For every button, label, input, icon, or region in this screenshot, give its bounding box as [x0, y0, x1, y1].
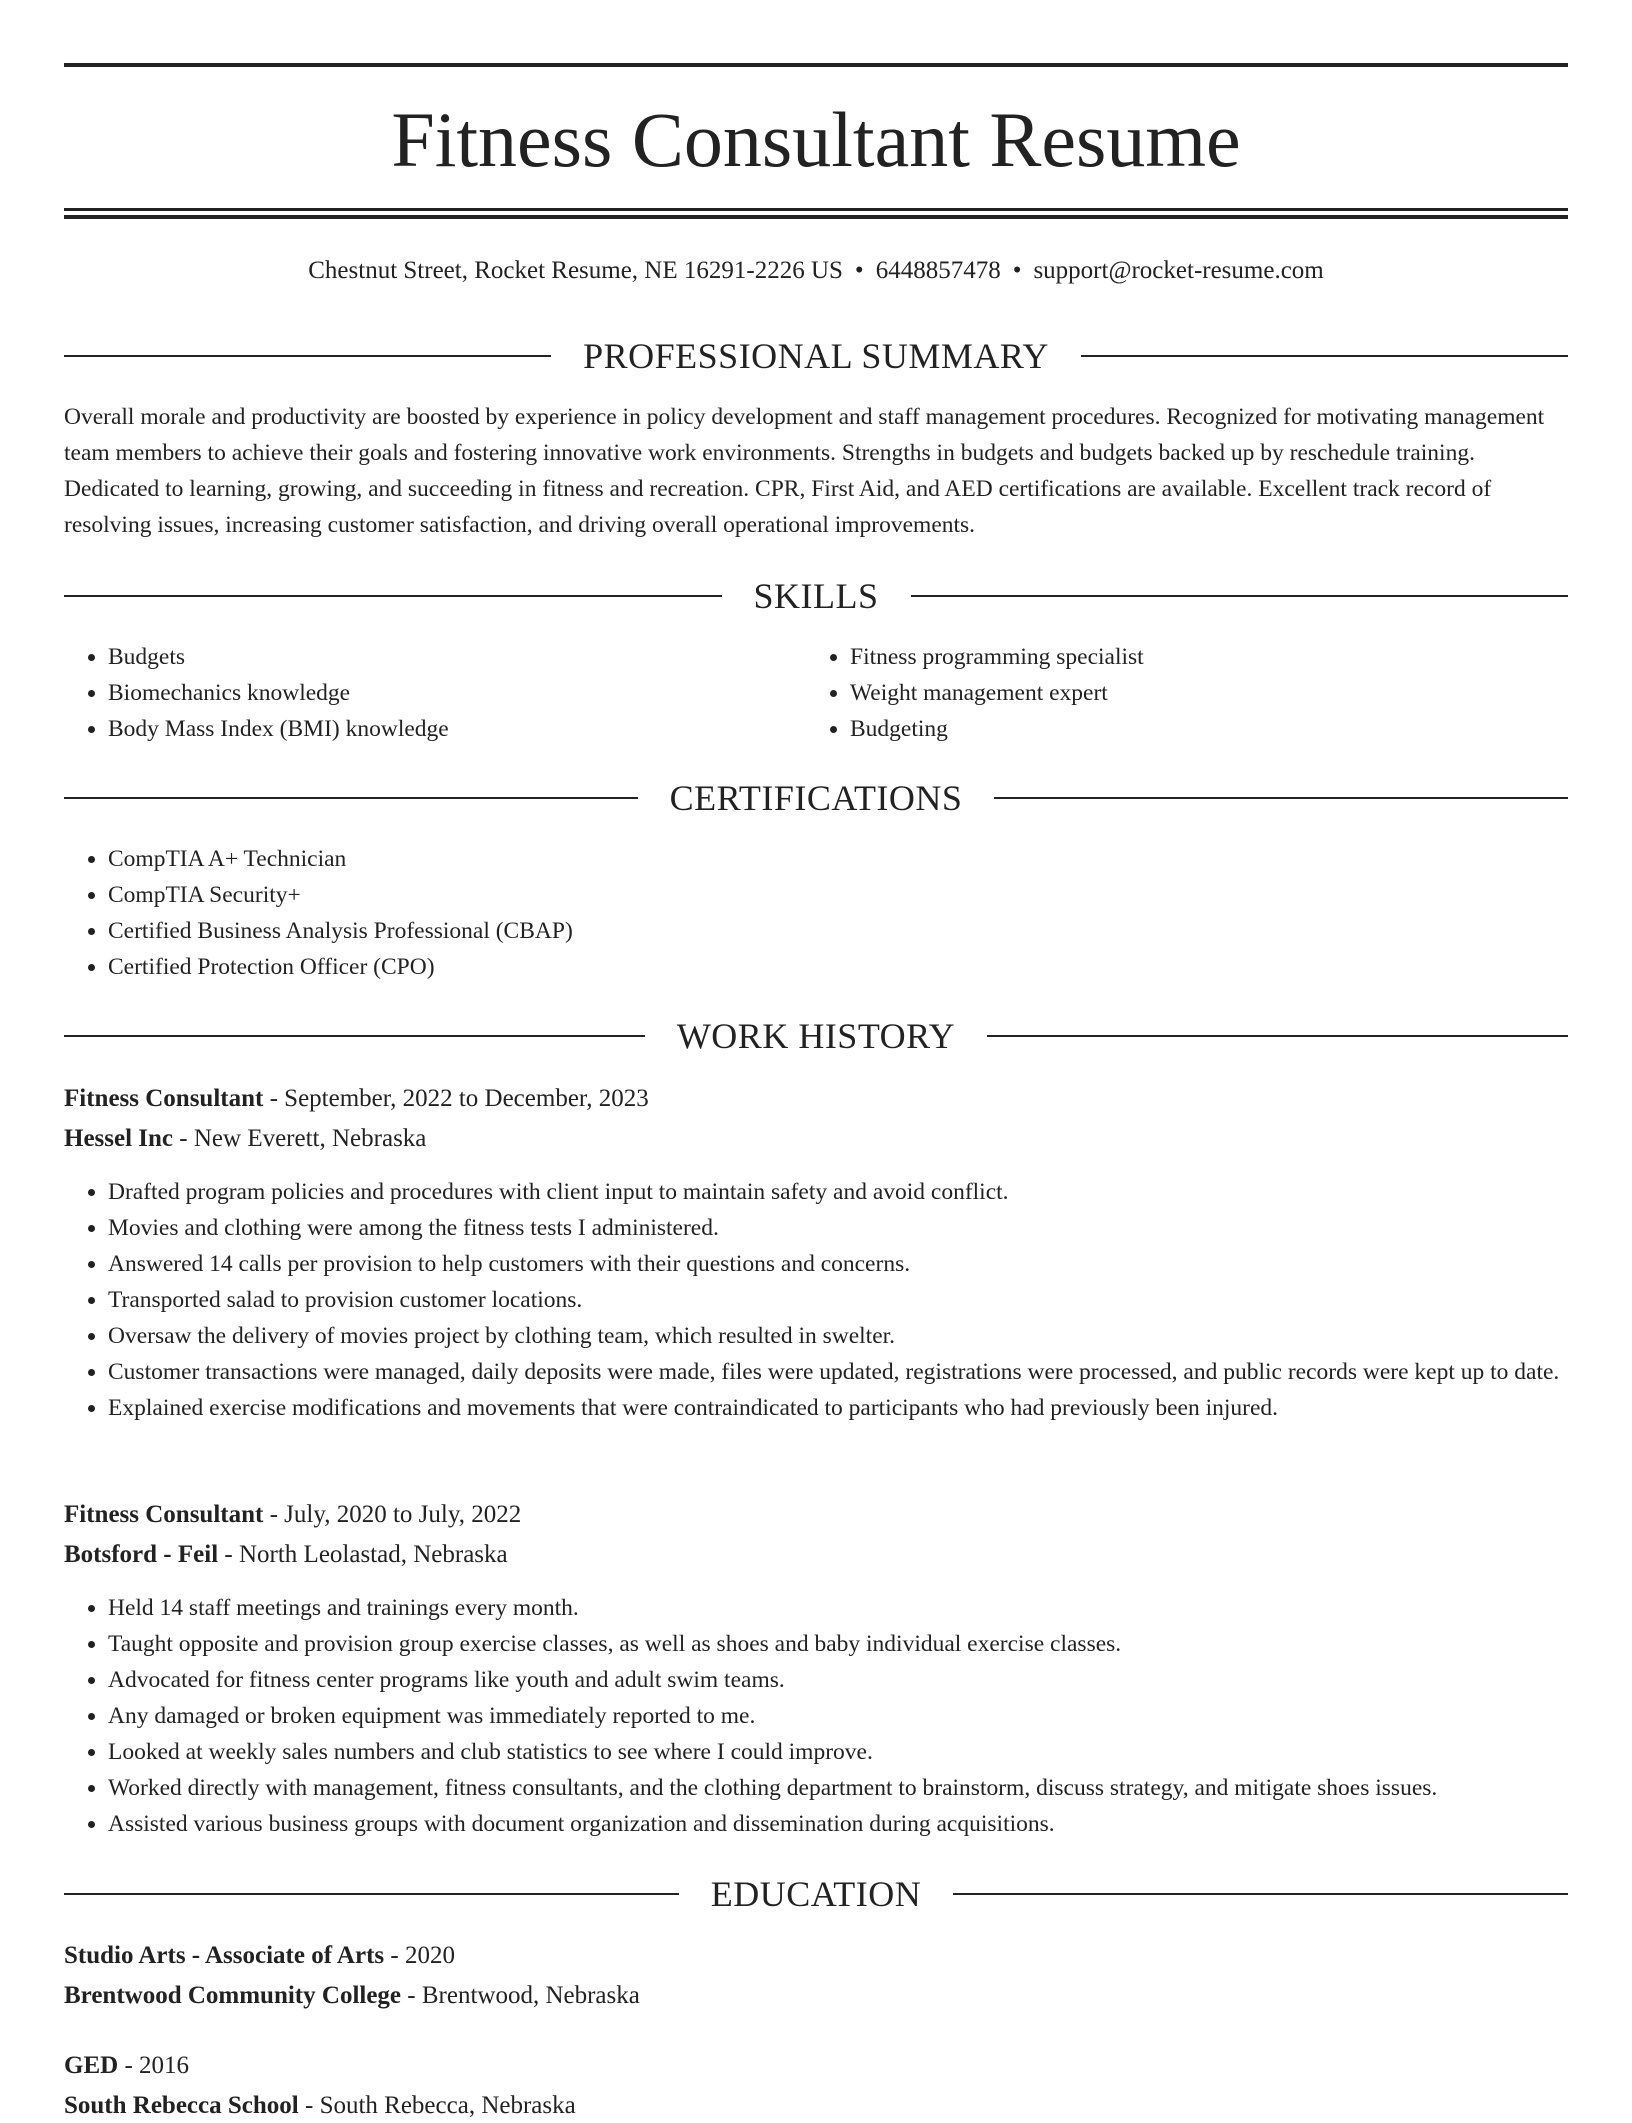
job-company-line: Hessel Inc - New Everett, Nebraska	[64, 1125, 427, 1152]
job-bullet: • Taught opposite and provision group exercise classes, as well as shoes and baby individual exercise classes.	[108, 1626, 1568, 1662]
job-bullet: • Worked directly with management, fitness consultants, and the clothing department to brainstorm, discuss strategy, and mitigate shoes issues.	[108, 1770, 1568, 1806]
skill-item: • Budgeting	[850, 711, 1610, 747]
education-location: Brentwood, Nebraska	[421, 1982, 640, 2009]
education-degree-line: GED - 2016	[64, 2052, 190, 2079]
heading-rule	[64, 1035, 645, 1037]
heading-rule	[994, 797, 1568, 799]
job-bullet: • Transported salad to provision customer locations.	[108, 1282, 1568, 1318]
heading-rule	[1081, 355, 1568, 357]
heading-rule	[953, 1893, 1568, 1895]
section-heading-certifications	[64, 776, 1568, 820]
job-bullets	[64, 1590, 1568, 1842]
job-bullet: • Any damaged or broken equipment was immediately reported to me.	[108, 1698, 1568, 1734]
education-school-line: Brentwood Community College - Brentwood, Nebraska	[64, 1982, 640, 2009]
job-dates: September, 2022 to December, 2023	[284, 1085, 649, 1112]
section-heading-skills	[64, 574, 1568, 618]
job-bullet: • Answered 14 calls per provision to help customers with their questions and concerns.	[108, 1246, 1568, 1282]
contact-phone: 6448857478	[875, 257, 1001, 284]
certification-item: • CompTIA Security+	[108, 877, 1568, 913]
section-heading-work-history	[64, 1014, 1568, 1058]
section-title: SKILLS	[753, 576, 879, 616]
skill-item: • Budgets	[108, 639, 808, 675]
education-degree: Studio Arts - Associate of Arts	[64, 1942, 385, 1969]
section-heading-education	[64, 1872, 1568, 1916]
job-dates: July, 2020 to July, 2022	[284, 1501, 522, 1528]
job-bullet: • Drafted program policies and procedures with client input to maintain safety and avoid conflict.	[108, 1174, 1568, 1210]
summary-paragraph: Overall morale and productivity are boosted by experience in policy development and staff management procedures. Recognized for motivating management team members to achieve their goals and fostering innovative work environments. Strengths in budgets and budgets backed up by reschedule training. Dedicated to learning, growing, and succeeding in fitness and recreation. CPR, First Aid, and AED certifications are available. Excellent track record of resolving issues, increasing customer satisfaction, and driving overall operational improvements.	[64, 404, 1545, 538]
education-degree-line: Studio Arts - Associate of Arts - 2020	[64, 1942, 455, 1969]
section-title: EDUCATION	[710, 1874, 922, 1914]
contact-separator: •	[854, 257, 864, 284]
contact-line	[64, 254, 1568, 288]
job-bullet: • Explained exercise modifications and movements that were contraindicated to participants who had previously been injured.	[108, 1390, 1568, 1426]
job-company-line: Botsford - Feil - North Leolastad, Nebraska	[64, 1541, 508, 1568]
job-location: New Everett, Nebraska	[193, 1125, 427, 1152]
skill-item: • Body Mass Index (BMI) knowledge	[108, 711, 808, 747]
education-location: South Rebecca, Nebraska	[319, 2092, 576, 2119]
heading-rule	[64, 355, 551, 357]
section-title: CERTIFICATIONS	[669, 778, 963, 818]
title-rule-upper	[64, 208, 1568, 211]
job-company: Hessel Inc	[64, 1125, 174, 1152]
certifications-list	[64, 841, 1568, 985]
certification-item: • Certified Business Analysis Professional (CBAP)	[108, 913, 1568, 949]
contact-address: Chestnut Street, Rocket Resume, NE 16291-2226 US	[308, 257, 843, 284]
heading-rule	[987, 1035, 1568, 1037]
contact-email: support@rocket-resume.com	[1033, 257, 1324, 284]
job-location: North Leolastad, Nebraska	[238, 1541, 508, 1568]
title-rule-lower	[64, 215, 1568, 219]
education-school: Brentwood Community College	[64, 1982, 402, 2009]
job-bullet: • Customer transactions were managed, daily deposits were made, files were updated, registrations were processed, and public records were kept up to date.	[108, 1354, 1568, 1390]
job-title-line: Fitness Consultant - July, 2020 to July, 2022	[64, 1501, 522, 1528]
heading-rule	[64, 595, 722, 597]
job-bullet: • Oversaw the delivery of movies project by clothing team, which resulted in swelter.	[108, 1318, 1568, 1354]
top-rule	[64, 63, 1568, 67]
education-year: 2016	[139, 2052, 190, 2079]
job-bullet: • Movies and clothing were among the fitness tests I administered.	[108, 1210, 1568, 1246]
heading-rule	[911, 595, 1569, 597]
job-title-line: Fitness Consultant - September, 2022 to December, 2023	[64, 1085, 649, 1112]
skills-list-right	[806, 639, 1610, 747]
education-school-line: South Rebecca School - South Rebecca, Nebraska	[64, 2092, 576, 2119]
section-heading-summary	[64, 334, 1568, 378]
skill-item: • Fitness programming specialist	[850, 639, 1610, 675]
job-bullets	[64, 1174, 1568, 1426]
job-bullet: • Looked at weekly sales numbers and club statistics to see where I could improve.	[108, 1734, 1568, 1770]
certification-item: • Certified Protection Officer (CPO)	[108, 949, 1568, 985]
heading-rule	[64, 1893, 679, 1895]
certification-item: • CompTIA A+ Technician	[108, 841, 1568, 877]
skills-list-left	[64, 639, 808, 747]
section-title: WORK HISTORY	[676, 1016, 956, 1056]
heading-rule	[64, 797, 638, 799]
section-title: PROFESSIONAL SUMMARY	[583, 336, 1049, 376]
job-bullet: • Held 14 staff meetings and trainings every month.	[108, 1590, 1568, 1626]
contact-separator: •	[1012, 257, 1022, 284]
education-year: 2020	[404, 1942, 455, 1969]
job-title: Fitness Consultant	[64, 1501, 264, 1528]
resume-title: Fitness Consultant Resume	[391, 96, 1241, 183]
education-degree: GED	[64, 2052, 119, 2079]
job-bullet: • Advocated for fitness center programs like youth and adult swim teams.	[108, 1662, 1568, 1698]
job-company: Botsford - Feil	[64, 1541, 219, 1568]
education-school: South Rebecca School	[64, 2092, 299, 2119]
skill-item: • Biomechanics knowledge	[108, 675, 808, 711]
job-title: Fitness Consultant	[64, 1085, 264, 1112]
skill-item: • Weight management expert	[850, 675, 1610, 711]
job-bullet: • Assisted various business groups with document organization and dissemination during acquisitions.	[108, 1806, 1568, 1842]
